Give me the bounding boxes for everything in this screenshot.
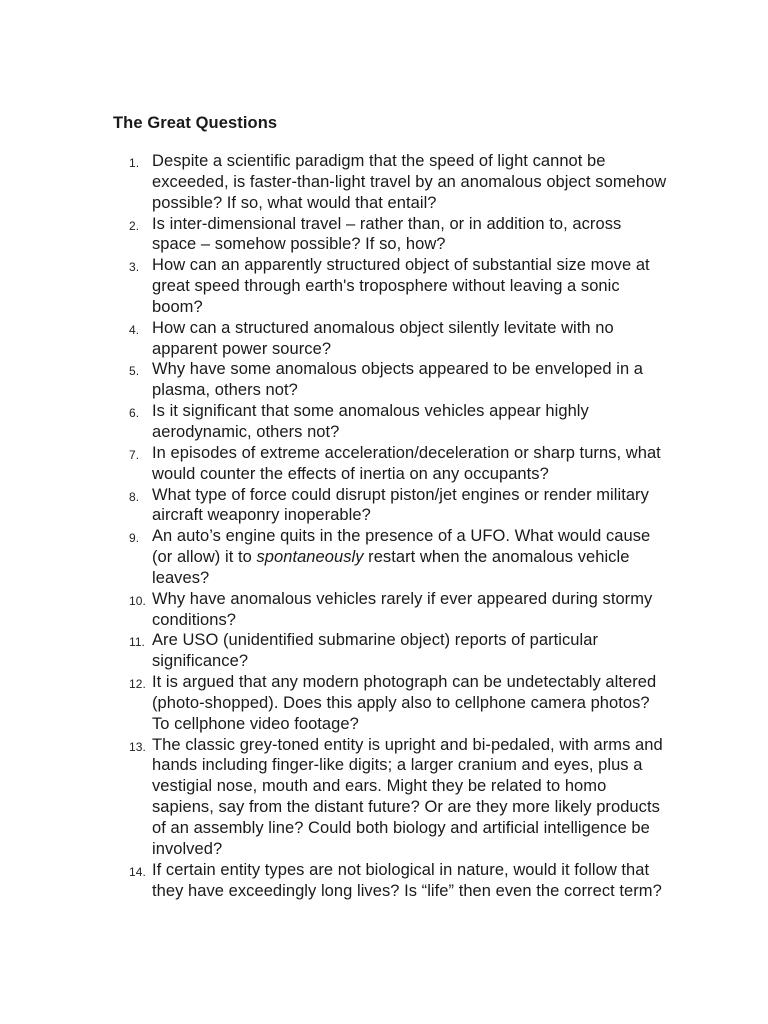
question-number: 4. xyxy=(129,322,140,337)
question-item-1 xyxy=(0,151,768,214)
question-number: 11. xyxy=(129,635,145,650)
emphasized-word: spontaneously xyxy=(256,548,364,567)
question-number: 7. xyxy=(129,447,140,462)
question-text: How can a structured anomalous object silently levitate with no apparent power source? xyxy=(152,318,614,358)
question-item-12 xyxy=(0,672,768,735)
question-text: In episodes of extreme acceleration/deceleration or sharp turns, what would counter the effects of inertia on any occupants? xyxy=(152,443,661,483)
question-text: What type of force could disrupt piston/jet engines or render military aircraft weaponry inoperable? xyxy=(152,485,649,525)
page-title: The Great Questions xyxy=(113,114,278,132)
question-text-start: An auto’s engine quits in the presence of a UFO. What would cause (or allow) it to xyxy=(152,527,651,567)
question-text: The classic grey-toned entity is upright and bi-pedaled, with arms and hands including finger-like digits; a larger cranium and eyes, plus a vestigial nose, mouth and ears. Might they be related to homo sapiens, say from the distant future? Or are they more likely products of an assembly line? Could both biology and artificial intelligence be involved? xyxy=(152,735,663,858)
question-text: Despite a scientific paradigm that the speed of light cannot be exceeded, is faster-than-light travel by an anomalous object somehow possible? If so, what would that entail? xyxy=(152,152,667,212)
question-text: Why have anomalous vehicles rarely if ever appeared during stormy conditions? xyxy=(152,589,653,629)
question-text: It is argued that any modern photograph can be undetectably altered (photo-shopped). Does this apply also to cellphone camera photos? To cellphone video footage? xyxy=(152,673,657,733)
question-text-end: restart when the anomalous vehicle leaves? xyxy=(152,548,630,587)
question-text: How can an apparently structured object of substantial size move at great speed through earth's troposphere without leaving a sonic boom? xyxy=(152,256,650,316)
question-item-8 xyxy=(0,485,768,527)
question-number: 2. xyxy=(129,218,140,233)
question-number: 6. xyxy=(129,406,140,421)
question-number: 10. xyxy=(129,593,146,608)
question-item-6 xyxy=(0,401,768,443)
question-item-2 xyxy=(0,214,768,256)
question-number: 8. xyxy=(129,489,140,504)
question-number: 3. xyxy=(129,260,140,275)
question-text: If certain entity types are not biological in nature, would it follow that they have exceedingly long lives? Is “life” then even the correct term? xyxy=(152,860,662,900)
question-item-5 xyxy=(0,359,768,401)
question-number: 5. xyxy=(129,364,140,379)
question-item-14 xyxy=(0,860,768,902)
question-item-13 xyxy=(0,735,768,860)
question-item-11 xyxy=(0,630,768,672)
question-number: 14. xyxy=(129,864,146,879)
question-number: 12. xyxy=(129,677,146,692)
question-item-10 xyxy=(0,589,768,631)
question-item-7 xyxy=(0,443,768,485)
question-text: Why have some anomalous objects appeared to be enveloped in a plasma, others not? xyxy=(152,360,644,400)
question-item-4 xyxy=(0,318,768,360)
question-text: Is inter-dimensional travel – rather than, or in addition to, across space – somehow possible? If so, how? xyxy=(152,214,622,254)
question-number: 1. xyxy=(129,156,140,170)
question-text xyxy=(152,527,650,587)
question-number: 13. xyxy=(129,739,146,754)
question-item-3 xyxy=(0,255,768,318)
question-item-9 xyxy=(0,526,768,589)
question-number: 9. xyxy=(129,531,140,546)
question-text: Are USO (unidentified submarine object) reports of particular significance? xyxy=(152,631,599,671)
questions-list xyxy=(0,151,768,901)
question-text: Is it significant that some anomalous vehicles appear highly aerodynamic, others not? xyxy=(152,402,589,441)
